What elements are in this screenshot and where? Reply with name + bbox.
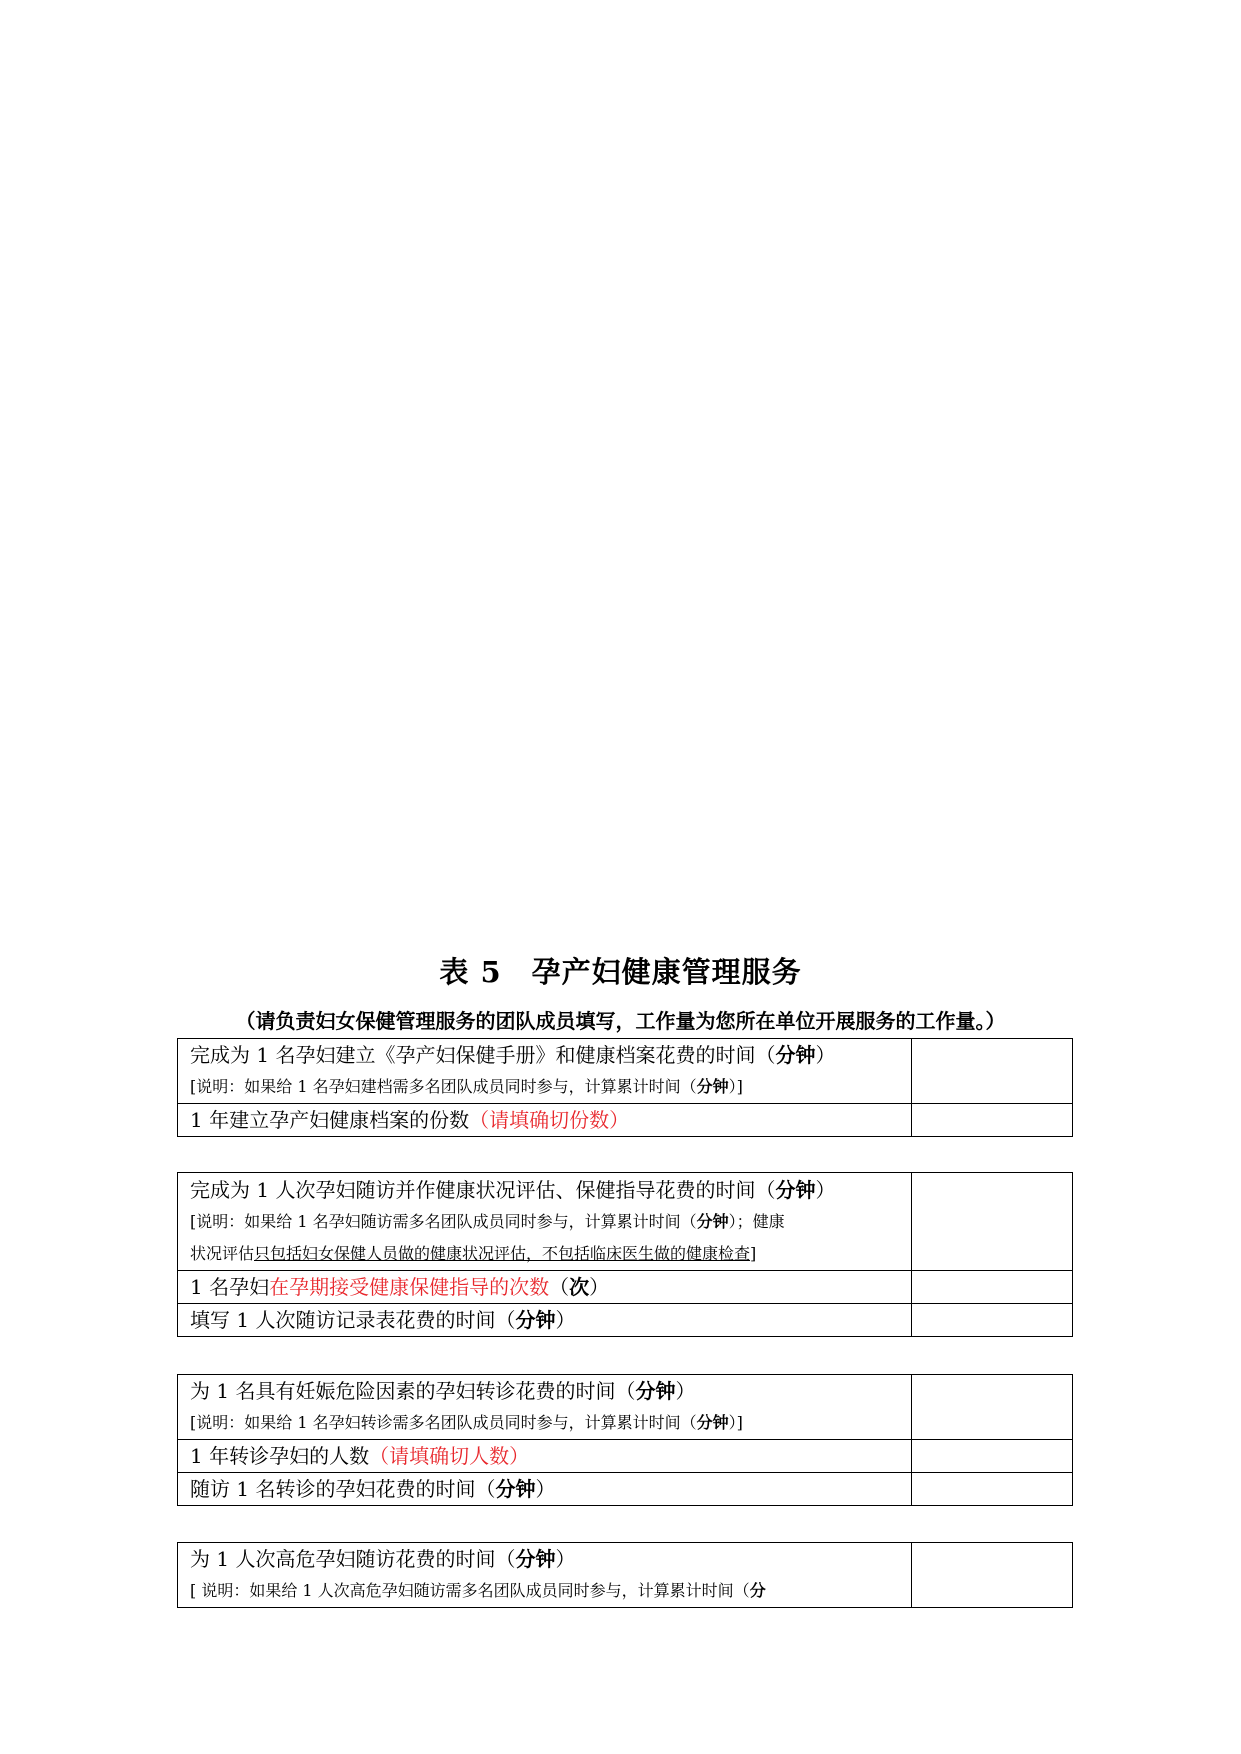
question-cell [178, 1375, 912, 1440]
table-row [178, 1440, 1073, 1473]
question-text [190, 1174, 899, 1206]
question-cell [178, 1304, 912, 1337]
answer-cell-referral-time[interactable] [912, 1375, 1073, 1440]
answer-cell-archive-time[interactable] [912, 1039, 1073, 1104]
question-text [190, 1543, 899, 1575]
question-label: 完成为 1 人次孕妇随访并作健康状况评估、保健指导花费的时间（ [190, 1177, 776, 1202]
question-text [190, 1375, 899, 1407]
question-label: 为 1 名具有妊娠危险因素的孕妇转诊花费的时间（ [190, 1379, 636, 1403]
table-row [178, 1304, 1073, 1337]
section-highrisk-table [177, 1542, 1073, 1608]
question-cell [178, 1440, 912, 1473]
note-text-cont [190, 1238, 899, 1270]
question-text [190, 1440, 899, 1472]
question-label: 为 1 人次高危孕妇随访花费的时间（ [190, 1547, 516, 1571]
question-cell [178, 1543, 912, 1608]
question-label-end: ） [815, 1177, 836, 1202]
answer-cell-referral-followup-time[interactable] [912, 1473, 1073, 1506]
section-referral-table [177, 1374, 1073, 1506]
note-label-end: ] [750, 1243, 757, 1263]
table-row [178, 1104, 1073, 1137]
table-subtitle: （请负责妇女保健管理服务的团队成员填写，工作量为您所在单位开展服务的工作量。） [235, 1009, 1006, 1033]
answer-cell-referral-count[interactable] [912, 1440, 1073, 1473]
question-cell [178, 1039, 912, 1104]
note-text [190, 1071, 899, 1103]
answer-cell-followup-time[interactable] [912, 1173, 1073, 1271]
note-label: [说明：如果给 1 名孕妇转诊需多名团队成员同时参与，计算累计时间（ [190, 1413, 697, 1432]
question-label-end: ） [589, 1275, 610, 1299]
fill-hint: （请填确切份数） [469, 1108, 630, 1132]
answer-cell-record-time[interactable] [912, 1304, 1073, 1337]
question-label-end: ） [555, 1308, 576, 1332]
note-unit: 分钟 [696, 1413, 729, 1432]
question-label-end: ） [675, 1379, 696, 1403]
question-label: 1 年建立孕产妇健康档案的份数 [190, 1108, 470, 1132]
table-row [178, 1039, 1073, 1104]
note-label-end: ）；健康 [728, 1211, 785, 1231]
table-row [178, 1173, 1073, 1271]
table-row [178, 1543, 1073, 1608]
note-text [190, 1206, 899, 1238]
answer-cell-guidance-count[interactable] [912, 1271, 1073, 1304]
section-followup-table [177, 1172, 1073, 1337]
fill-hint: （请填确切人数） [369, 1444, 530, 1468]
question-label: 完成为 1 名孕妇建立《孕产妇保健手册》和健康档案花费的时间（ [190, 1043, 776, 1067]
question-label: 随访 1 名转诊的孕妇花费的时间（ [190, 1477, 496, 1501]
unit-label: 分钟 [635, 1379, 676, 1403]
table-title: 表 5 孕产妇健康管理服务 [439, 955, 802, 989]
note-unit: 分 [749, 1581, 766, 1600]
note-label: [说明：如果给 1 名孕妇建档需多名团队成员同时参与，计算累计时间（ [190, 1077, 697, 1096]
note-underlined: 只包括妇女保健人员做的健康状况评估，不包括临床医生做的健康检查 [254, 1243, 751, 1263]
unit-label: 分钟 [515, 1547, 556, 1571]
question-text [190, 1104, 899, 1136]
section-archive-table [177, 1038, 1073, 1137]
unit-label: 分钟 [515, 1308, 556, 1332]
note-text [190, 1407, 899, 1439]
question-cell [178, 1104, 912, 1137]
note-unit: 分钟 [696, 1211, 729, 1231]
note-label: [ 说明：如果给 1 人次高危孕妇随访需多名团队成员同时参与，计算累计时间（ [190, 1581, 750, 1600]
question-label-end: ） [815, 1043, 836, 1067]
question-text [190, 1271, 899, 1303]
unit-label: 分钟 [775, 1043, 816, 1067]
table-row [178, 1271, 1073, 1304]
question-text [190, 1039, 899, 1071]
question-text [190, 1304, 899, 1336]
question-text [190, 1473, 899, 1505]
note-label-end: ）] [728, 1413, 743, 1432]
question-label: 1 名孕妇 [190, 1275, 270, 1299]
question-label: 填写 1 人次随访记录表花费的时间（ [190, 1308, 516, 1332]
question-label: 1 年转诊孕妇的人数 [190, 1444, 370, 1468]
unit-label: 分钟 [495, 1477, 536, 1501]
question-label-end: ） [555, 1547, 576, 1571]
table-row [178, 1473, 1073, 1506]
note-label: 状况评估 [190, 1243, 255, 1263]
note-label-end: ）] [728, 1077, 743, 1096]
question-label-end: ） [535, 1477, 556, 1501]
note-label: [说明：如果给 1 名孕妇随访需多名团队成员同时参与，计算累计时间（ [190, 1211, 697, 1231]
answer-cell-highrisk-time[interactable] [912, 1543, 1073, 1608]
answer-cell-archive-count[interactable] [912, 1104, 1073, 1137]
note-text [190, 1575, 899, 1607]
question-paren: （ [549, 1275, 570, 1299]
unit-label: 分钟 [775, 1177, 816, 1202]
question-cell [178, 1173, 912, 1271]
fill-hint: 在孕期接受健康保健指导的次数 [269, 1275, 550, 1299]
question-cell [178, 1271, 912, 1304]
question-cell [178, 1473, 912, 1506]
unit-label: 次 [569, 1275, 590, 1299]
note-unit: 分钟 [696, 1077, 729, 1096]
table-row [178, 1375, 1073, 1440]
